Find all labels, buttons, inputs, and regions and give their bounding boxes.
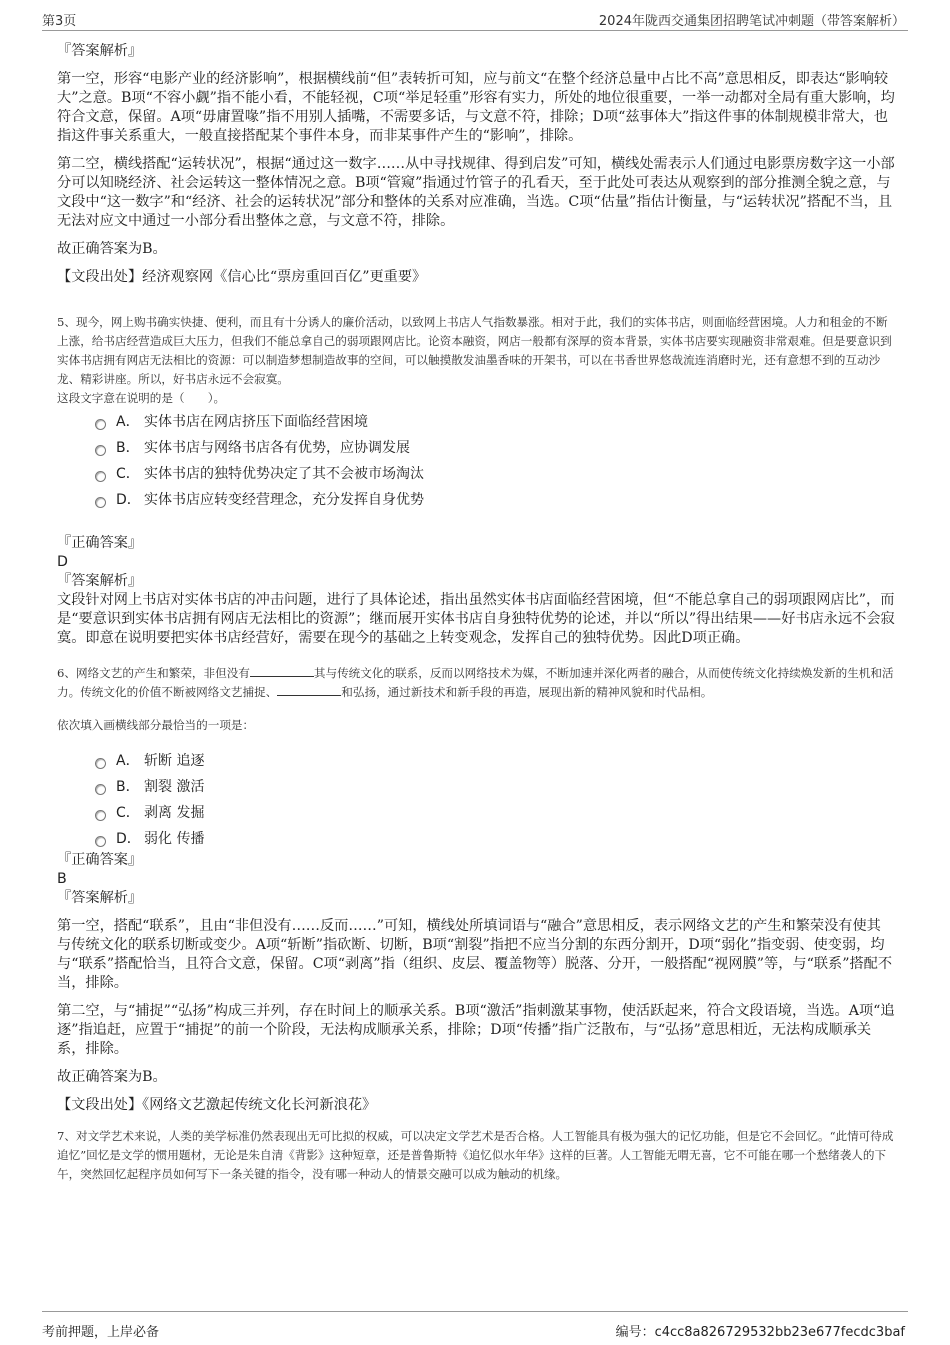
option-text: 斩断 追逐 [144,753,205,769]
analysis-label: 『答案解析』 [57,573,143,589]
answer-conclusion: 故正确答案为B。 [57,1069,167,1085]
option-text: 实体书店应转变经营理念，充分发挥自身优势 [144,492,424,508]
option-c[interactable] [95,799,895,825]
option-letter: B． [116,440,140,456]
radio-button[interactable] [95,836,106,847]
analysis-paragraph-2: 第二空，与“捕捉”“弘扬”构成三并列，存在时间上的顺承关系。B项“激活”指刺激某事物，使活跃起来，符合文段语境，当选。A项“追逐”指追赶，应置于“捕捉”的前一个阶段，无法构成顺承关系，排除；D项“传播”指广泛散布，与“弘扬”意思相近，无法构成顺承关系，排除。 [57,1003,895,1057]
question-6 [57,664,895,1115]
footer-divider [42,1311,908,1312]
fill-blank-2 [277,684,341,696]
option-a[interactable] [95,408,895,434]
radio-button[interactable] [95,810,106,821]
option-text: 实体书店与网络书店各有优势，应协调发展 [144,440,410,456]
answer-conclusion: 故正确答案为B。 [57,241,167,257]
option-c[interactable] [95,460,895,486]
stem-part-3: 和弘扬，通过新技术和新手段的再造，展现出新的精神风貌和时代品相。 [341,685,713,699]
radio-button[interactable] [95,784,106,795]
option-text: 实体书店的独特优势决定了其不会被市场淘汰 [144,466,424,482]
stem-part-1: 6、网络文艺的产生和繁荣，非但没有 [57,666,250,680]
analysis-text: 文段针对网上书店对实体书店的冲击问题，进行了具体论述，指出虽然实体书店面临经营困境，但“不能总拿自己的弱项跟网店比”，而是“要意识到实体书店拥有网店无法相比的资源”；继而展开实体书店自身独特优势的论述，并以“所以”得出结果——好书店永远不会寂寞。即意在说明要把实体书店经营好，需要在现今的基础之上转变观念，发挥自己的独特优势。因此D项正确。 [57,592,895,646]
option-text: 割裂 激活 [144,779,205,795]
document-title: 2024年陇西交通集团招聘笔试冲刺题（带答案解析） [598,14,905,29]
option-letter: A． [116,414,140,430]
option-letter: A． [116,753,140,769]
footer-slogan: 考前押题，上岸必备 [42,1325,160,1340]
radio-button[interactable] [95,471,106,482]
analysis-paragraph-2: 第二空，横线搭配“运转状况”，根据“通过这一数字……从中寻找规律、得到启发”可知，横线处需表示人们通过电影票房数字这一小部分可以知晓经济、社会运转这一整体情况之意。B项“管窥”指通过竹管子的孔看天，至于此处可表达从观察到的部分推测全貌之意，与文段中“这一数字”和“经济、社会的运转状况”部分和整体的关系对应准确，当选。C项“估量”指估计衡量，与“运转状况”搭配不当，且无法对应文中通过一小部分看出整体之意，与文意不符，排除。 [57,156,895,229]
page-number: 第3页 [42,14,77,29]
question-7 [57,1127,895,1184]
option-text: 实体书店在网店挤压下面临经营困境 [144,414,368,430]
option-b[interactable] [95,773,895,799]
question-stem [57,664,895,702]
fill-blank-1 [250,665,314,677]
option-letter: D． [116,831,141,847]
document-body [57,42,895,1184]
analysis-label: 『答案解析』 [57,890,143,906]
header-divider [42,30,908,31]
option-b[interactable] [95,434,895,460]
source-citation: 【文段出处】经济观察网《信心比“票房重回百亿”更重要》 [57,269,427,285]
option-list [57,408,895,512]
correct-answer-label: 『正确答案』 [57,535,143,551]
option-d[interactable] [95,486,895,512]
correct-answer: D [57,554,68,570]
correct-answer: B [57,871,67,887]
option-text: 弱化 传播 [144,831,205,847]
document-id: 编号：c4cc8a826729532bb23e677fecdc3baf [615,1325,905,1340]
radio-button[interactable] [95,419,106,430]
correct-answer-label: 『正确答案』 [57,852,143,868]
question-stem: 7、对文学艺术来说，人类的美学标准仍然表现出无可比拟的权威，可以决定文学艺术是否合格。人工智能具有极为强大的记忆功能，但是它不会回忆。“此情可待成追忆”回忆是文学的惯用题材，无论是朱自清《背影》这种短章，还是普鲁斯特《追忆似水年华》这样的巨著。人工智能无喟无喜，它不可能在哪一个愁绪袭人的下午，突然回忆起程序员如何写下一条关键的指令，没有哪一种动人的情景交融可以成为触动的机缘。 [57,1129,894,1181]
analysis-paragraph-1: 第一空，形容“电影产业的经济影响”，根据横线前“但”表转折可知，应与前文“在整个经济总量中占比不高”意思相反，即表达“影响较大”之意。B项“不容小觑”指不能小看，不能轻视，C项“举足轻重”形容有实力，所处的地位很重要，一举一动都对全局有重大影响，均符合文意，保留。A项“毋庸置喙”指不用别人插嘴，不需要多话，与文意不符，排除；D项“兹事体大”指这件事的体制规模非常大，也指这件事关系重大，一般直接搭配某个事件本身，而非某事件产生的“影响”，排除。 [57,71,895,144]
question-prompt: 依次填入画横线部分最恰当的一项是： [57,718,255,732]
radio-button[interactable] [95,445,106,456]
analysis-label: 『答案解析』 [57,43,143,59]
option-letter: D． [116,492,141,508]
source-citation: 【文段出处】《网络文艺激起传统文化长河新浪花》 [57,1097,377,1113]
option-d[interactable] [95,825,895,851]
page-footer [0,1311,950,1345]
option-letter: B． [116,779,140,795]
radio-button[interactable] [95,758,106,769]
question-stem: 5、现今，网上购书确实快捷、便利，而且有十分诱人的廉价活动，以致网上书店人气指数暴涨。相对于此，我们的实体书店，则面临经营困境。人力和租金的不断上涨，给书店经营造成巨大压力，但我们不能总拿自己的弱项跟网店比。论资本融资，网店一般都有深厚的资本背景，实体书店要实现融资非常艰难。但是要意识到实体书店拥有网店无法相比的资源：可以制造梦想制造故事的空间，可以触摸散发油墨香味的开架书，可以在书香世界悠哉流连消磨时光，还有意想不到的互动沙龙、精彩讲座。所以，好书店永远不会寂寞。 [57,315,892,386]
option-list [57,747,895,851]
page-header [0,0,950,32]
analysis-paragraph-1: 第一空，搭配“联系”，且由“非但没有……反而……”可知，横线处所填词语与“融合”意思相反，表示网络文艺的产生和繁荣没有使其与传统文化的联系切断或变少。A项“斩断”指砍断、切断，B项“割裂”指把不应当分割的东西分割开，D项“弱化”指变弱、使变弱，均与“联系”搭配恰当，且符合文意，保留。C项“剥离”指（组织、皮层、覆盖物等）脱落、分开，一般搭配“视网膜”等，与“联系”搭配不当，排除。 [57,918,893,991]
option-letter: C． [116,805,140,821]
option-a[interactable] [95,747,895,773]
option-text: 剥离 发掘 [144,805,205,821]
question-5 [57,313,895,648]
question-prompt: 这段文字意在说明的是（ ）。 [57,391,226,405]
radio-button[interactable] [95,497,106,508]
option-letter: C． [116,466,140,482]
stem-part-2: 其与传统文化的联系，反而以网络技术为媒，不断加速并深化两者的融合，从而使传统文化持续焕发新的生机和活力。传统文化的价值不断被网络文艺捕捉、 [57,666,894,699]
